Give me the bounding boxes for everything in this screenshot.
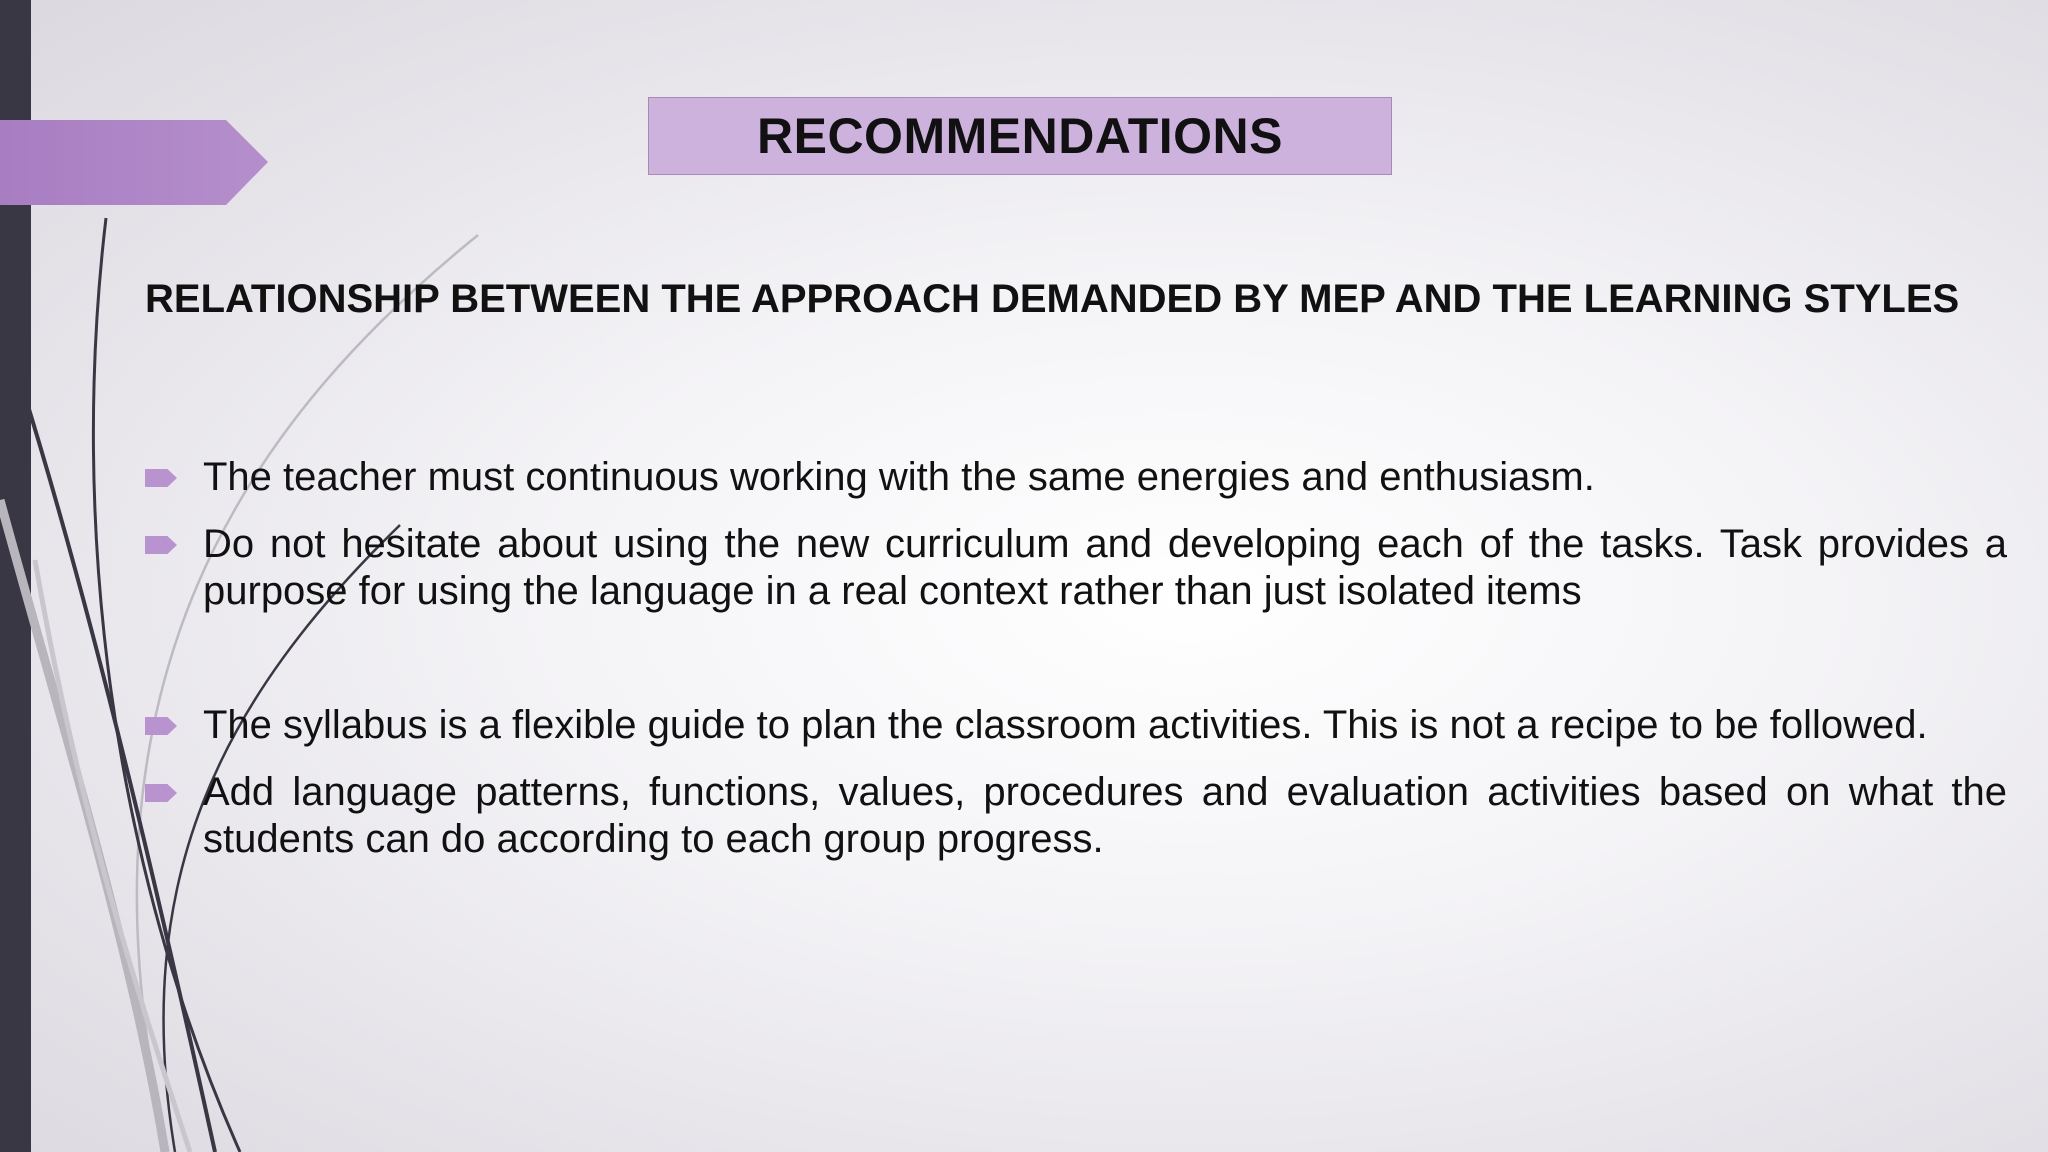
bullet-item bbox=[145, 454, 2007, 501]
slide-subtitle: RELATIONSHIP BETWEEN THE APPROACH DEMANDED BY MEP AND THE LEARNING STYLES bbox=[145, 277, 1960, 321]
bullet-item bbox=[145, 702, 2007, 749]
arrow-tab-shape bbox=[0, 120, 268, 205]
bullet-text: Add language patterns, functions, values, procedures and evaluation activities based on what the students can do according to each group progress. bbox=[203, 770, 2007, 861]
arrow-bullet-icon bbox=[145, 469, 177, 487]
arrow-bullet-icon bbox=[145, 536, 177, 554]
bullet-list bbox=[145, 454, 2007, 863]
arrow-bullet-icon bbox=[145, 717, 177, 735]
bullet-text: The syllabus is a flexible guide to plan the classroom activities. This is not a recipe to be followed. bbox=[203, 703, 1928, 747]
bullet-item bbox=[145, 769, 2007, 863]
slide-title: RECOMMENDATIONS bbox=[756, 108, 1283, 164]
title-box bbox=[648, 97, 1392, 175]
bullet-item bbox=[145, 521, 2007, 615]
bullet-text: The teacher must continuous working with the same energies and enthusiasm. bbox=[203, 455, 1595, 499]
bullet-text: Do not hesitate about using the new curriculum and developing each of the tasks. Task provides a purpose for using the language in a real context rather than just isolated items bbox=[203, 522, 2007, 613]
arrow-bullet-icon bbox=[145, 784, 177, 802]
